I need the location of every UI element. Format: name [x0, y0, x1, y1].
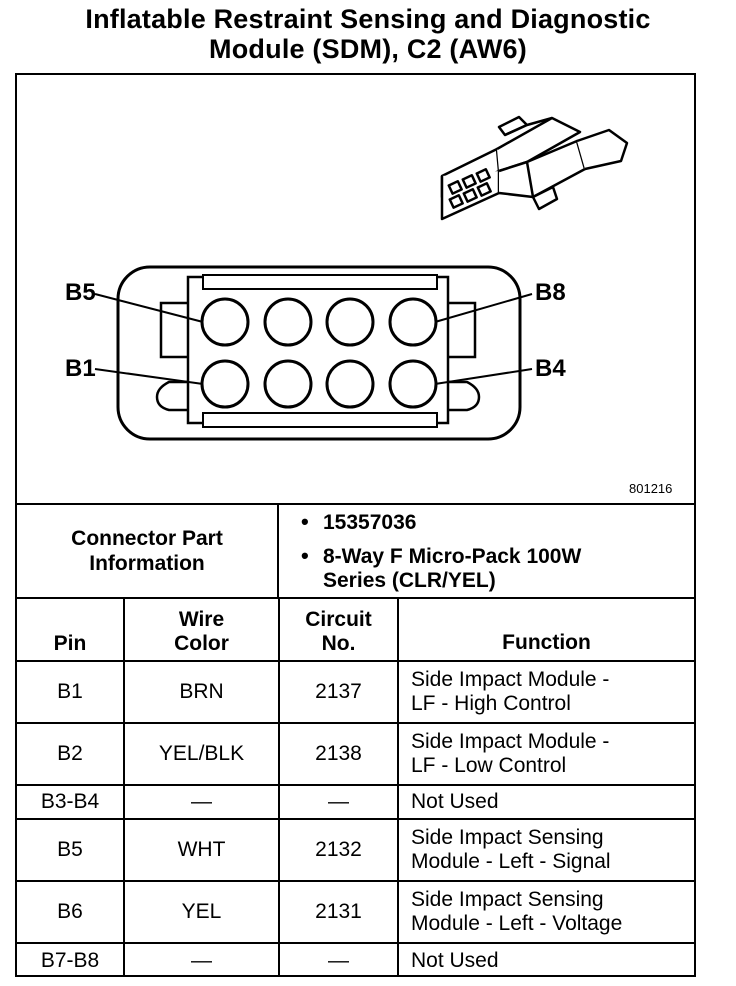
cell-pin: B6: [17, 881, 124, 943]
connector-info-label-line-1: Connector Part: [71, 527, 223, 550]
cell-pin: B5: [17, 819, 124, 881]
header-wire-color: Wire Color: [124, 599, 279, 661]
pin-label-b1: B1: [65, 355, 96, 382]
header-function: Function: [398, 599, 694, 661]
connector-diagram: [17, 75, 694, 503]
cell-function: Side Impact Sensing Module - Left - Signal: [398, 819, 694, 881]
table-row: [17, 723, 694, 785]
pin-table: [17, 599, 694, 977]
table-row: [17, 943, 694, 977]
pin-cavity-b6: [265, 299, 311, 345]
cell-circuit: 2137: [279, 661, 398, 723]
page-title: [0, 4, 736, 64]
connector-face-diagram: [17, 75, 694, 503]
cell-wire-color: WHT: [124, 819, 279, 881]
connector-part-number: 15357036: [323, 511, 417, 534]
pin-cavity-b1: [202, 361, 248, 407]
table-header-row: [17, 599, 694, 661]
table-row: [17, 881, 694, 943]
title-line-1: Inflatable Restraint Sensing and Diagnostic: [85, 4, 651, 34]
cell-pin: B2: [17, 723, 124, 785]
title-line-2: Module (SDM), C2 (AW6): [209, 34, 527, 64]
cell-circuit: —: [279, 943, 398, 977]
figure-number: 801216: [629, 481, 673, 496]
table-row: [17, 785, 694, 819]
cell-circuit: 2131: [279, 881, 398, 943]
pin-cavity-b2: [265, 361, 311, 407]
connector-3d-icon: [442, 117, 627, 219]
cell-pin: B7-B8: [17, 943, 124, 977]
connector-description: 8-Way F Micro-Pack 100W: [323, 545, 582, 568]
connector-info-label: [17, 505, 279, 597]
cell-pin: B1: [17, 661, 124, 723]
pin-cavity-b7: [327, 299, 373, 345]
pin-label-b8: B8: [535, 279, 566, 306]
pin-label-b4: B4: [535, 355, 566, 382]
table-row: [17, 819, 694, 881]
cell-wire-color: YEL: [124, 881, 279, 943]
pin-label-b5: B5: [65, 279, 96, 306]
cell-circuit: 2138: [279, 723, 398, 785]
cell-circuit: 2132: [279, 819, 398, 881]
cell-wire-color: BRN: [124, 661, 279, 723]
header-pin: Pin: [17, 599, 124, 661]
bullet-icon: •: [301, 543, 309, 568]
pin-cavity-b8: [390, 299, 436, 345]
pin-cavity-b3: [327, 361, 373, 407]
cell-wire-color: YEL/BLK: [124, 723, 279, 785]
cell-wire-color: —: [124, 943, 279, 977]
cell-pin: B3-B4: [17, 785, 124, 819]
header-circuit-no: Circuit No.: [279, 599, 398, 661]
pin-cavity-b5: [202, 299, 248, 345]
cell-function: Side Impact Module - LF - High Control: [398, 661, 694, 723]
cell-function: Side Impact Module - LF - Low Control: [398, 723, 694, 785]
cell-function: Side Impact Sensing Module - Left - Voltage: [398, 881, 694, 943]
connector-info-values: [279, 505, 694, 597]
cell-function: Not Used: [398, 785, 694, 819]
document-frame: [15, 73, 696, 977]
cell-circuit: —: [279, 785, 398, 819]
connector-series: Series (CLR/YEL): [323, 569, 496, 592]
pin-cavity-b4: [390, 361, 436, 407]
cell-wire-color: —: [124, 785, 279, 819]
bullet-icon: •: [301, 509, 309, 534]
table-row: [17, 661, 694, 723]
connector-info-section: [17, 503, 694, 599]
connector-info-label-line-2: Information: [89, 552, 205, 575]
cell-function: Not Used: [398, 943, 694, 977]
